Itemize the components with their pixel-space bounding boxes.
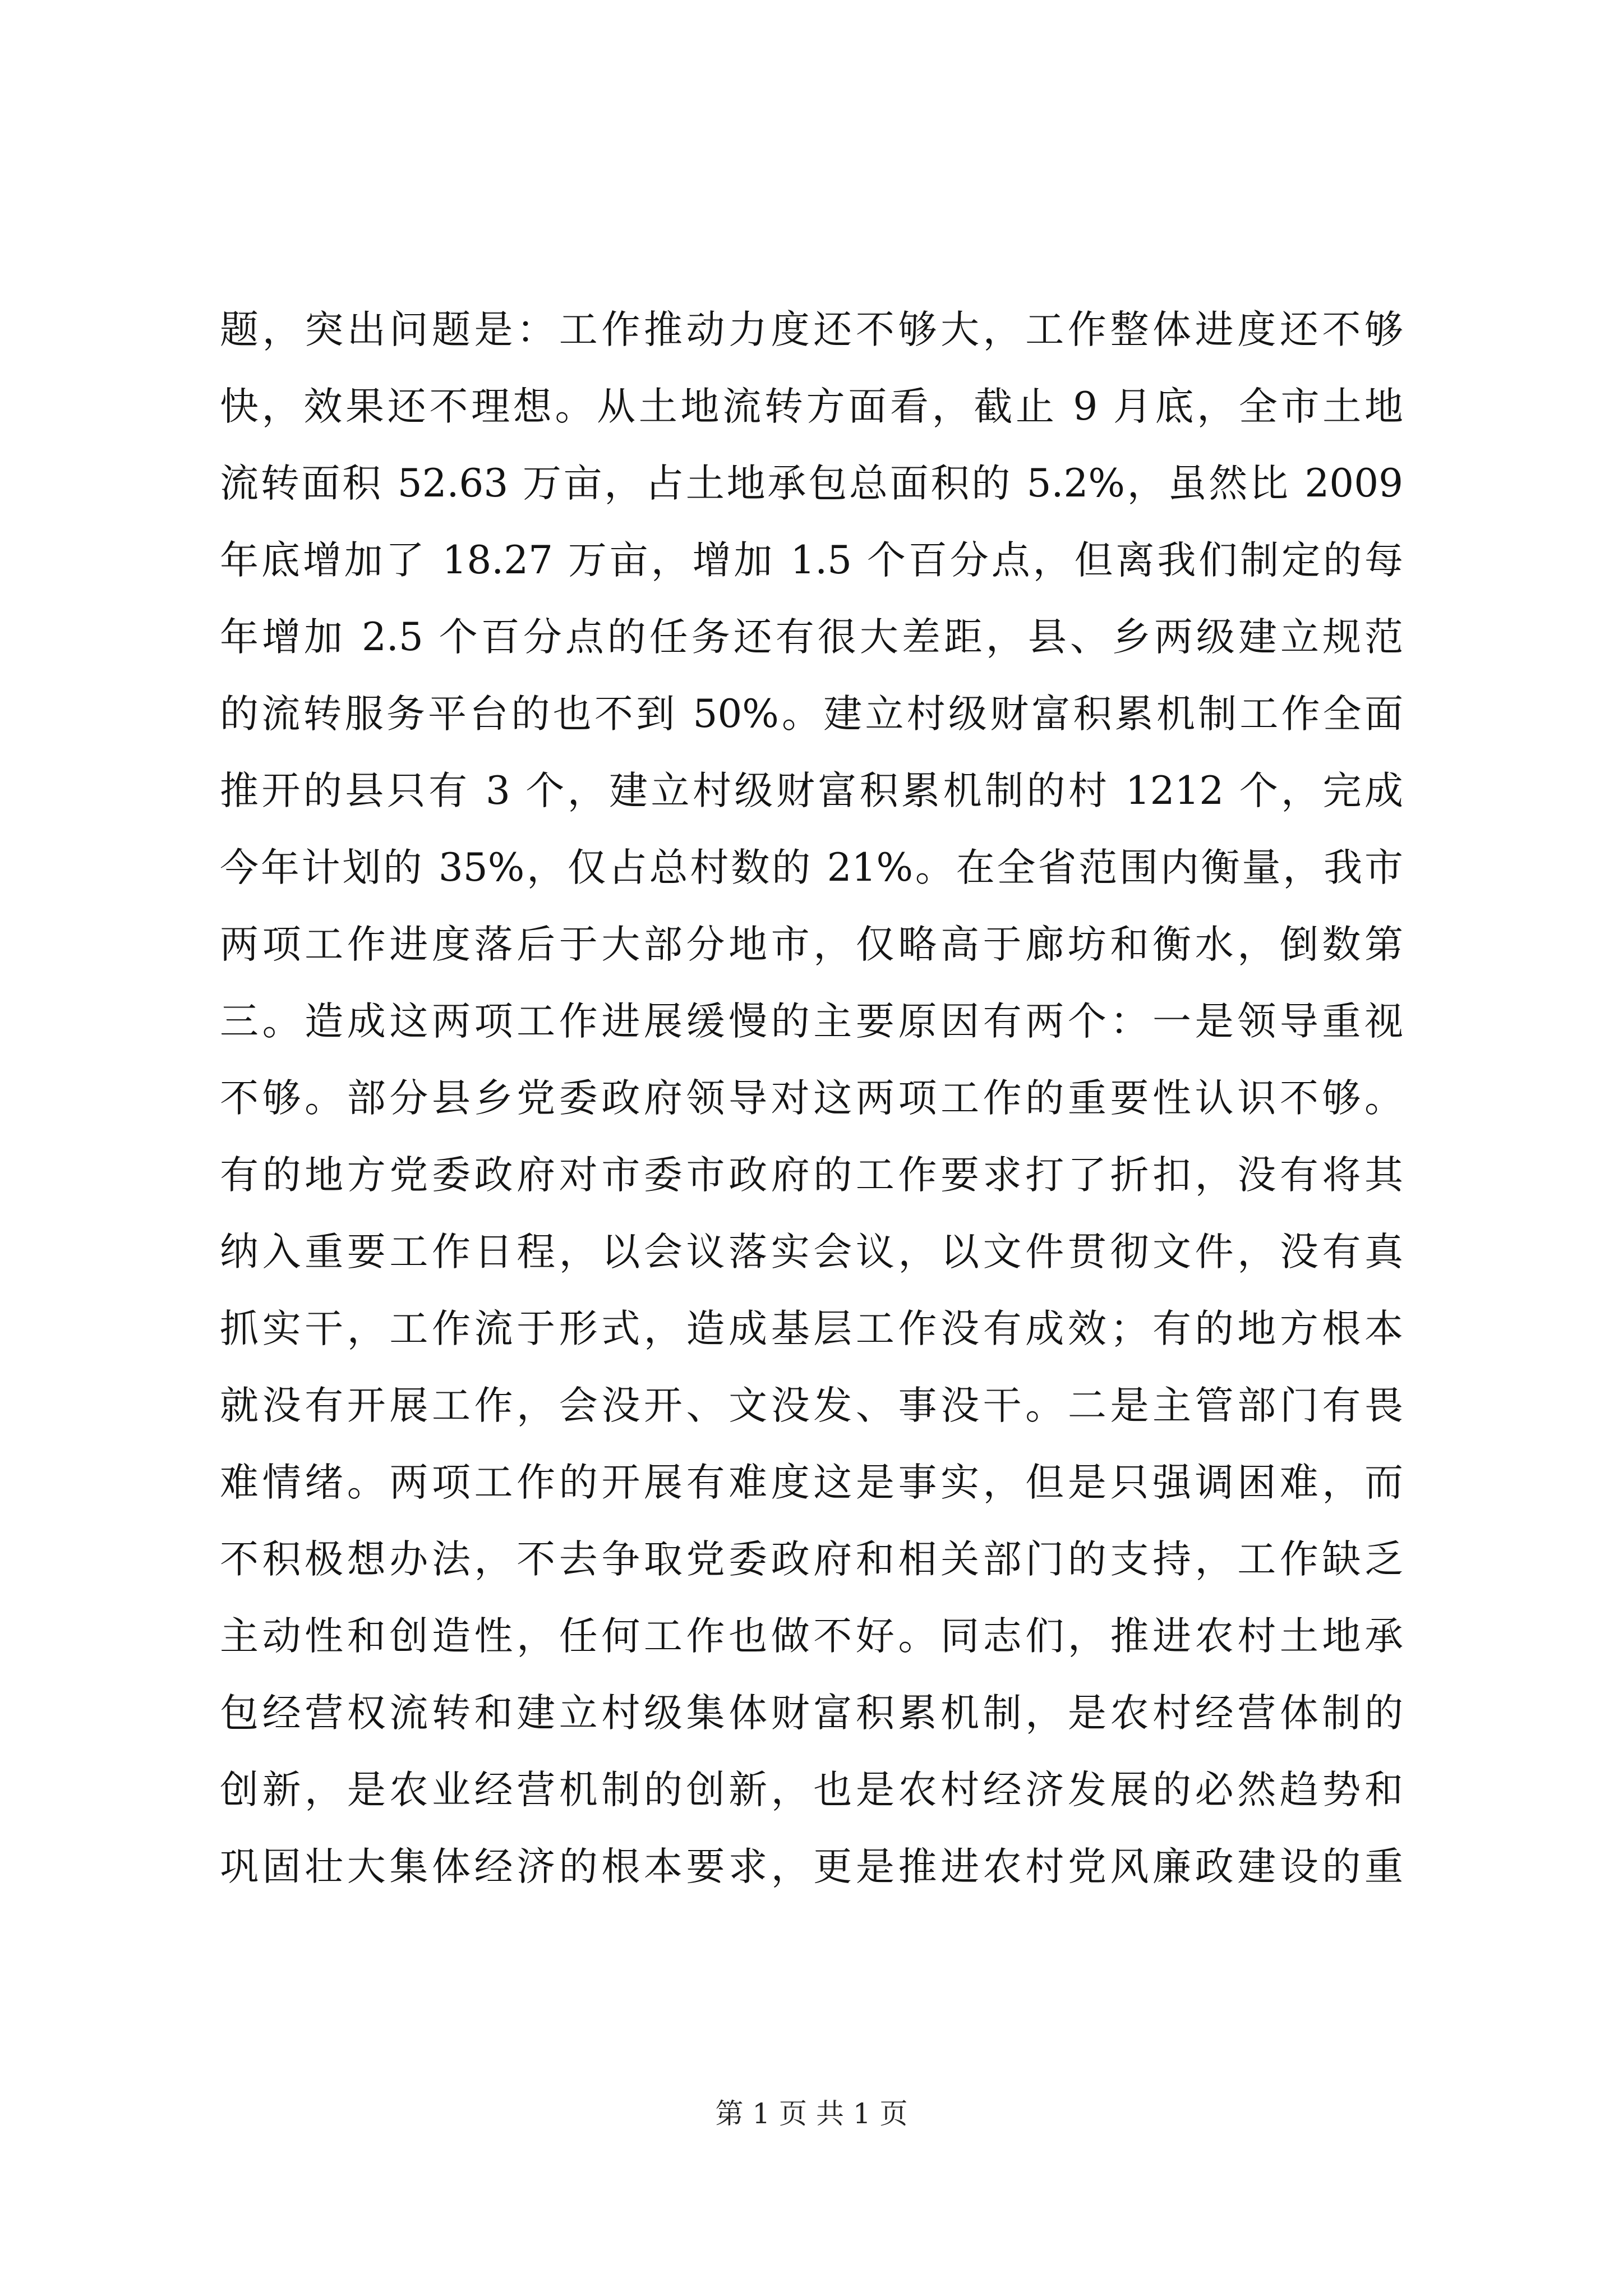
page-footer: 第 1 页 共 1 页 xyxy=(715,2097,908,2130)
text-line: 题，突出问题是：工作推动力度还不够大，工作整体进度还不够 xyxy=(220,307,1403,352)
text-line: 有的地方党委政府对市委市政府的工作要求打了折扣，没有将其 xyxy=(220,1153,1403,1198)
text-line: 纳入重要工作日程，以会议落实会议，以文件贯彻文件，没有真 xyxy=(220,1230,1403,1274)
text-line: 的流转服务平台的也不到 50%。建立村级财富积累机制工作全面 xyxy=(220,692,1403,737)
text-line: 抓实干，工作流于形式，造成基层工作没有成效；有的地方根本 xyxy=(220,1306,1403,1351)
text-line: 三。造成这两项工作进展缓慢的主要原因有两个：一是领导重视 xyxy=(220,999,1403,1044)
text-line: 包经营权流转和建立村级集体财富积累机制，是农村经营体制的 xyxy=(220,1691,1403,1736)
text-line: 主动性和创造性，任何工作也做不好。同志们，推进农村土地承 xyxy=(220,1614,1403,1659)
text-line: 就没有开展工作，会没开、文没发、事没干。二是主管部门有畏 xyxy=(220,1383,1403,1428)
text-line: 巩固壮大集体经济的根本要求，更是推进农村党风廉政建设的重 xyxy=(220,1844,1403,1889)
text-line: 年底增加了 18.27 万亩，增加 1.5 个百分点，但离我们制定的每 xyxy=(220,538,1403,583)
text-line: 创新，是农业经营机制的创新，也是农村经济发展的必然趋势和 xyxy=(220,1768,1403,1812)
text-line: 两项工作进度落后于大部分地市，仅略高于廊坊和衡水，倒数第 xyxy=(220,922,1403,967)
text-line: 难情绪。两项工作的开展有难度这是事实，但是只强调困难，而 xyxy=(220,1460,1403,1505)
body-text xyxy=(220,292,1403,1906)
text-line: 推开的县只有 3 个，建立村级财富积累机制的村 1212 个，完成 xyxy=(220,769,1403,813)
text-line: 快，效果还不理想。从土地流转方面看，截止 9 月底，全市土地 xyxy=(220,384,1403,429)
text-line: 今年计划的 35%，仅占总村数的 21%。在全省范围内衡量，我市 xyxy=(220,845,1403,890)
text-line: 不积极想办法，不去争取党委政府和相关部门的支持，工作缺乏 xyxy=(220,1537,1403,1582)
text-line: 年增加 2.5 个百分点的任务还有很大差距，县、乡两级建立规范 xyxy=(220,615,1403,660)
text-line: 不够。部分县乡党委政府领导对这两项工作的重要性认识不够。 xyxy=(220,1076,1403,1121)
text-line: 流转面积 52.63 万亩，占土地承包总面积的 5.2%，虽然比 2009 xyxy=(220,461,1403,506)
